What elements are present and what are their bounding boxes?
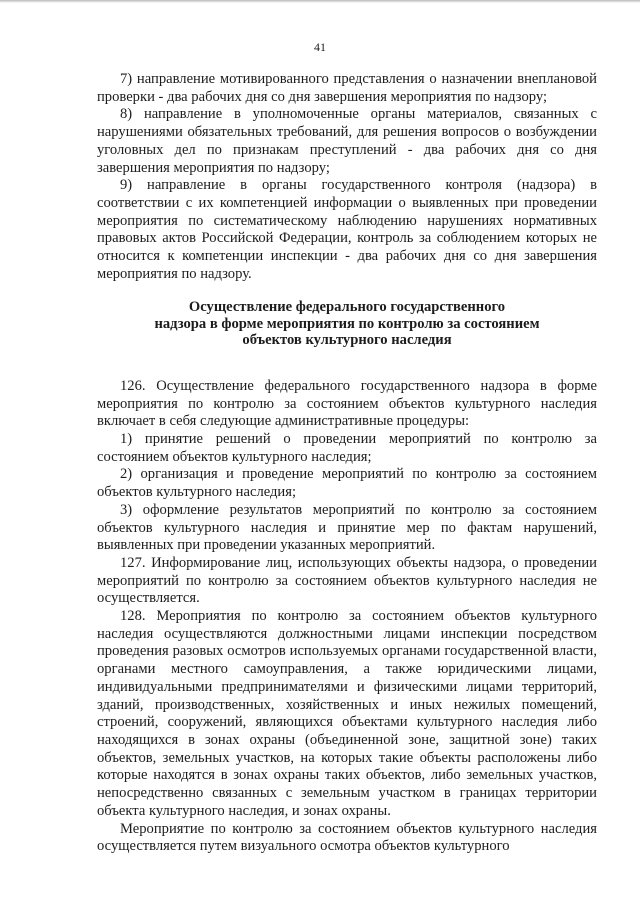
paragraph-128: 128. Мероприятия по контролю за состоянием объектов культурного наследия осуществляются должностными лицами инспекции посредством проведения разовых осмотров используемых органами государственной власти, органами местного самоуправления, а также юридическими лицами, индивидуальными предпринимателями и физическими лицами территорий, зданий, производственных, хозяйственных и иных нежилых помещений, строений, сооружений, являющихся объектами культурного наследия либо находящихся в зонах охраны (объединенной зоне, защитной зоне) таких объектов, земельных участков, на которых такие объекты расположены либо которые находятся в зонах охраны таких объектов, либо земельных участков, непосредственно связанных с земельным участком в границах территории объекта культурного наследия, и зонах охраны. <box>97 608 597 819</box>
section-spacer <box>97 349 597 378</box>
paragraph-126-item-2: 2) организация и проведение мероприятий по контролю за состоянием объектов культурного наследия; <box>97 466 597 501</box>
paragraph-item-8: 8) направление в уполномоченные органы материалов, связанных с нарушениями обязательных требований, для решения вопросов о возбуждении уголовных дел по признакам преступлений - два рабочих дня со дня завершения мероприятия по надзору; <box>97 106 597 176</box>
section-heading-line-2: надзора в форме мероприятия по контролю за состоянием <box>154 315 540 332</box>
section-heading-line-1: Осуществление федерального государственного <box>188 299 506 316</box>
section-heading <box>97 299 597 349</box>
paragraph-127: 127. Информирование лиц, использующих объекты надзора, о проведении мероприятий по контролю за состоянием объектов культурного наследия не осуществляется. <box>97 554 597 607</box>
section-heading-line-3: объектов культурного наследия <box>242 332 452 349</box>
paragraph-128-continuation: Мероприятие по контролю за состоянием объектов культурного наследия осуществляется путем визуального осмотра объектов культурного <box>97 820 597 855</box>
paragraph-item-7: 7) направление мотивированного представления о назначении внеплановой проверки - два рабочих дня со дня завершения мероприятия по надзору; <box>97 71 597 105</box>
paragraph-126-item-1: 1) принятие решений о проведении мероприятий по контролю за состоянием объектов культурного наследия; <box>97 431 597 465</box>
paragraph-item-9: 9) направление в органы государственного контроля (надзора) в соответствии с их компетенцией информации о выявленных при проведении мероприятия по систематическому наблюдению нарушениях нормативных правовых актов Российской Федерации, контроль за соблюдением которых не относится к компетенции инспекции - два рабочих дня со дня завершения мероприятия по надзору. <box>97 177 597 282</box>
paragraph-126: 126. Осуществление федерального государственного надзора в форме мероприятия по контролю за состоянием объектов культурного наследия включает в себя следующие административные процедуры: <box>97 377 597 430</box>
paragraph-126-item-3: 3) оформление результатов мероприятий по контролю за состоянием объектов культурного наследия и принятие мер по фактам нарушений, выявленных при проведении указанных мероприятий. <box>97 501 597 554</box>
scan-top-edge <box>0 0 640 3</box>
page-number: 41 <box>314 40 326 54</box>
document-body <box>97 71 597 856</box>
